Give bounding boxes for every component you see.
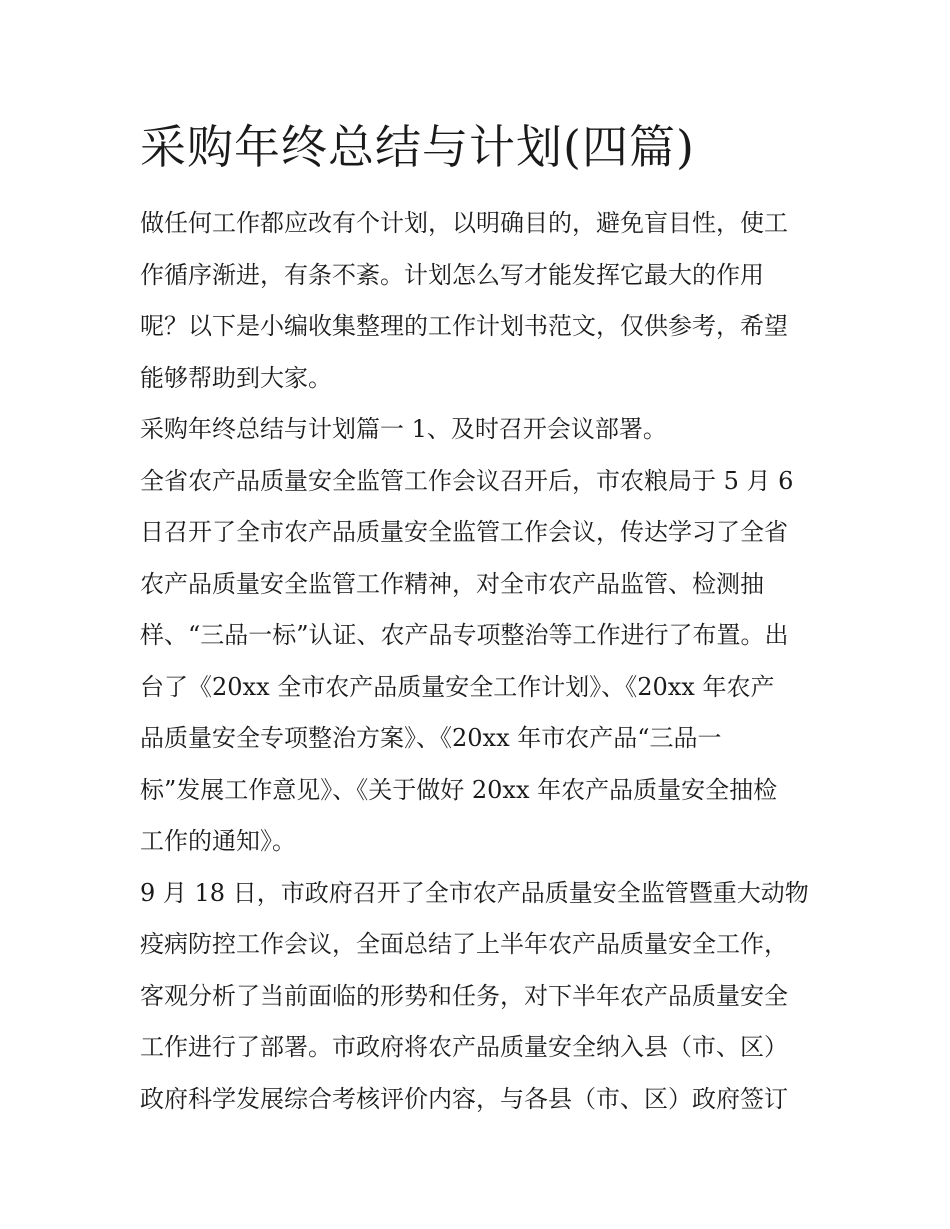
text-line: 农产品质量安全监管工作精神，对全市农产品监管、检测抽 [140, 569, 764, 598]
text-line: 政府科学发展综合考核评价内容，与各县（市、区）政府签订 [140, 1084, 788, 1113]
text-line: 品质量安全专项整治方案》、《20xx 年市农产品“三品一 [140, 724, 722, 752]
text-line: 台了《20xx 全市农产品质量安全工作计划》、《20xx 年农产 [140, 672, 775, 701]
text-line: 做任何工作都应改有个计划，以明确目的，避免盲目性，使工 [140, 209, 788, 237]
document-body [140, 198, 820, 1125]
text-line: 客观分析了当前面临的形势和任务，对下半年农产品质量安全 [140, 981, 788, 1010]
text-line: 能够帮助到大家。 [140, 363, 332, 392]
text-line: 工作的通知》。 [140, 827, 296, 855]
text-line: 样、“三品一标”认证、农产品专项整治等工作进行了布置。出 [140, 621, 789, 649]
text-line: 日召开了全市农产品质量安全监管工作会议，传达学习了全省 [140, 518, 788, 546]
document-title: 采购年终总结与计划(四篇) [140, 120, 695, 174]
text-line: 全省农产品质量安全监管工作会议召开后，市农粮局于 5 月 6 [140, 466, 794, 495]
text-line: 工作进行了部署。市政府将农产品质量安全纳入县（市、区） [140, 1033, 788, 1061]
text-line: 9 月 18 日，市政府召开了全市农产品质量安全监管暨重大动物 [140, 878, 809, 907]
text-line: 作循序渐进，有条不紊。计划怎么写才能发挥它最大的作用 [140, 260, 764, 289]
text-line: 呢？以下是小编收集整理的工作计划书范文，仅供参考，希望 [140, 312, 788, 340]
text-line: 标”发展工作意见》、《关于做好 20xx 年农产品质量安全抽检 [140, 775, 778, 804]
section-heading-line: 采购年终总结与计划篇一 1、及时召开会议部署。 [140, 415, 667, 443]
text-line: 疫病防控工作会议，全面总结了上半年农产品质量安全工作， [140, 930, 788, 958]
